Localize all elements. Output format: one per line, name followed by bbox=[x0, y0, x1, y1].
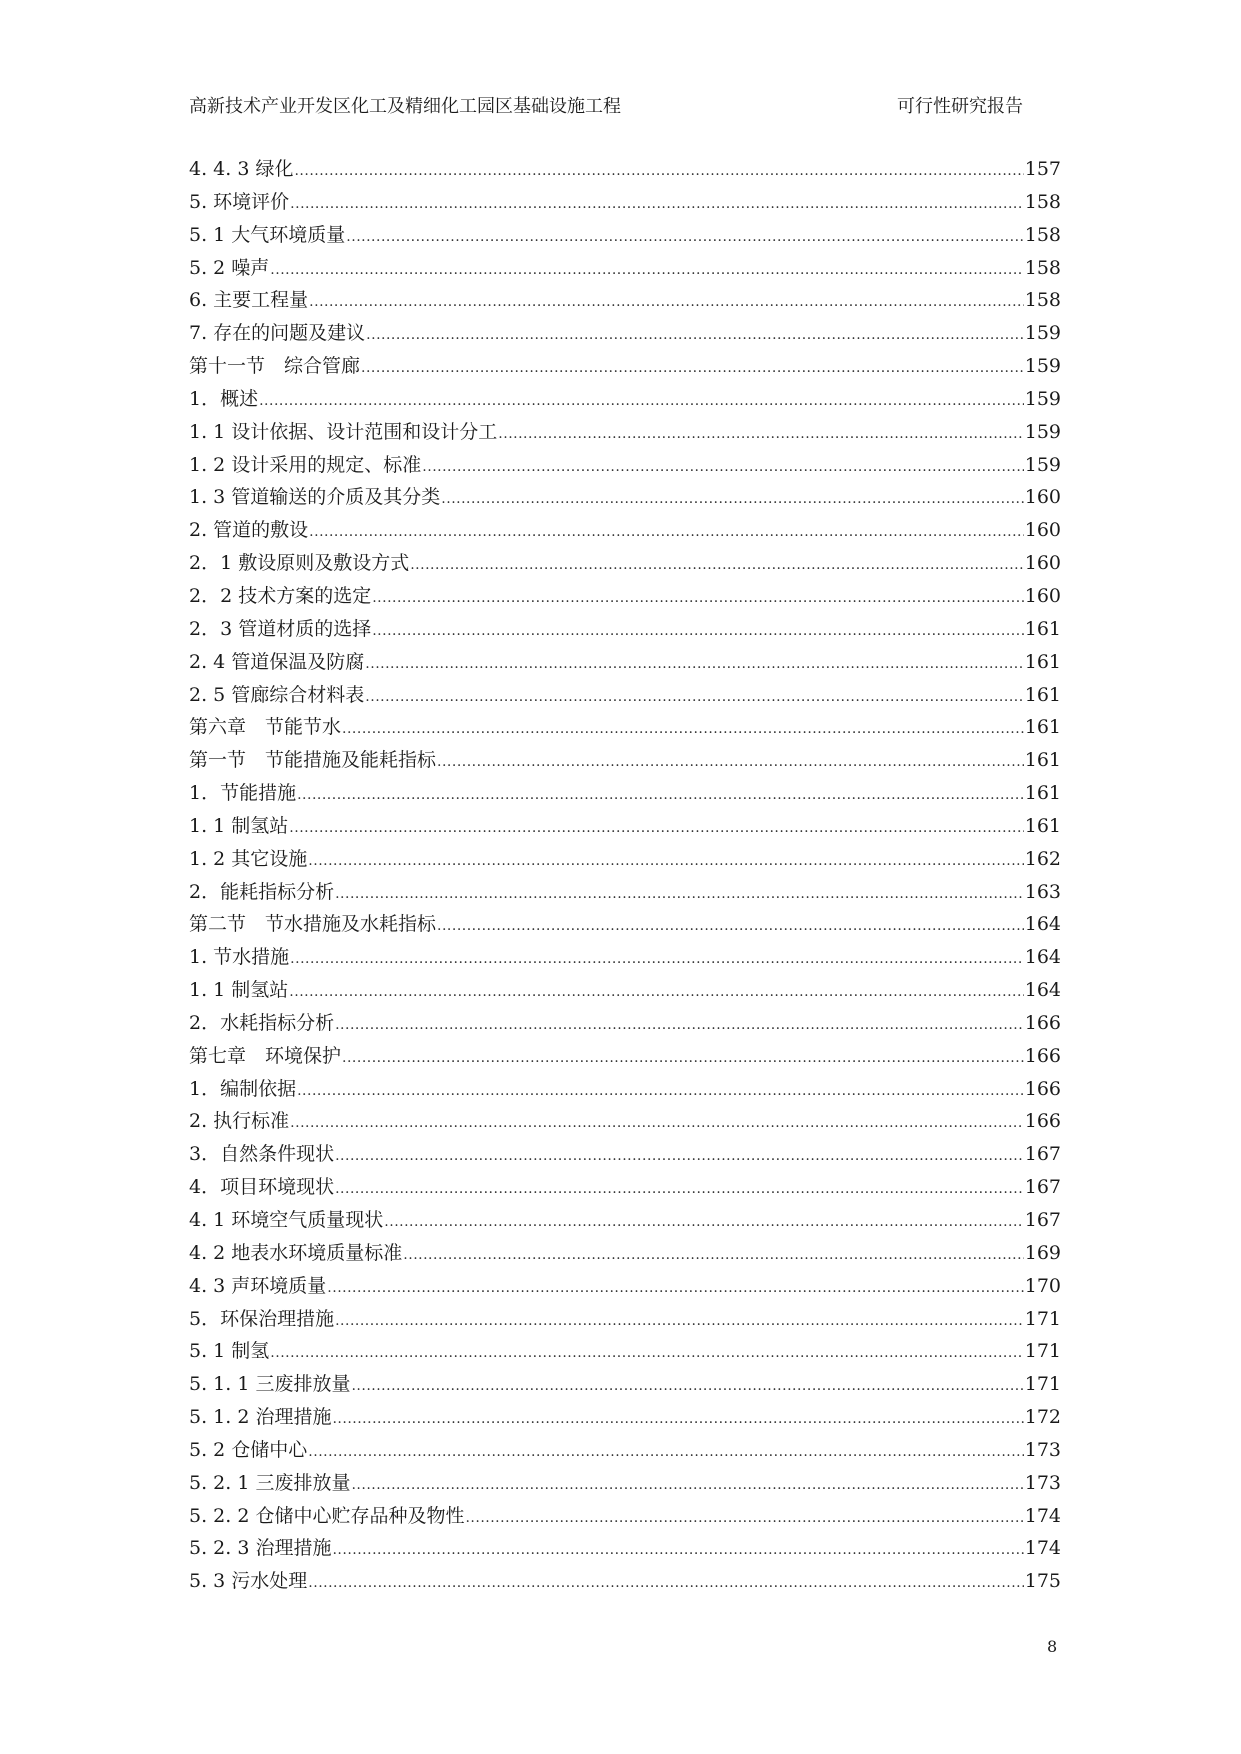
toc-entry[interactable] bbox=[189, 252, 1061, 285]
toc-entry-page: 166 bbox=[1024, 1044, 1061, 1067]
toc-entry[interactable] bbox=[189, 1171, 1061, 1204]
toc-entry-title: 5. 1 大气环境质量 bbox=[189, 223, 346, 246]
toc-entry-page: 166 bbox=[1024, 1011, 1061, 1034]
toc-entry-page: 175 bbox=[1024, 1570, 1061, 1593]
toc-entry-page: 157 bbox=[1024, 158, 1061, 180]
toc-entry[interactable] bbox=[189, 1368, 1061, 1401]
dot-leader bbox=[361, 352, 1024, 385]
toc-entry-page: 169 bbox=[1024, 1241, 1061, 1264]
toc-entry-page: 161 bbox=[1024, 749, 1061, 772]
toc-entry[interactable] bbox=[189, 449, 1061, 482]
toc-entry-page: 162 bbox=[1024, 847, 1061, 870]
dot-leader bbox=[335, 1009, 1024, 1042]
toc-entry-page: 160 bbox=[1024, 486, 1061, 509]
toc-entry[interactable] bbox=[189, 613, 1061, 646]
document-title: 高新技术产业开发区化工及精细化工园区基础设施工程 bbox=[189, 96, 621, 117]
dot-leader bbox=[308, 845, 1023, 878]
dot-leader bbox=[372, 615, 1024, 648]
toc-entry-title: 1. 3 管道输送的介质及其分类 bbox=[189, 486, 441, 509]
toc-entry-page: 173 bbox=[1024, 1471, 1061, 1494]
toc-entry-page: 167 bbox=[1024, 1176, 1061, 1199]
toc-entry-page: 159 bbox=[1024, 453, 1061, 476]
toc-entry[interactable] bbox=[189, 744, 1061, 777]
toc-entry-title: 2. 执行标准 bbox=[189, 1110, 290, 1133]
toc-entry[interactable] bbox=[189, 1237, 1061, 1270]
toc-entry[interactable] bbox=[189, 1073, 1061, 1106]
toc-entry[interactable] bbox=[189, 1040, 1061, 1073]
toc-entry[interactable] bbox=[189, 383, 1061, 416]
dot-leader bbox=[465, 1502, 1023, 1535]
toc-entry-title: 第六章 节能节水 bbox=[189, 716, 342, 739]
toc-entry-title: 2. 4 管道保温及防腐 bbox=[189, 650, 365, 673]
toc-entry[interactable] bbox=[189, 679, 1061, 712]
dot-leader bbox=[335, 1140, 1024, 1173]
toc-entry[interactable] bbox=[189, 646, 1061, 679]
toc-entry[interactable] bbox=[189, 1204, 1061, 1237]
toc-entry-title: 1. 1 制氢站 bbox=[189, 814, 289, 837]
dot-leader bbox=[441, 483, 1023, 516]
dot-leader bbox=[297, 1075, 1024, 1108]
dot-leader bbox=[366, 319, 1024, 352]
toc-entry-title: 第二节 节水措施及水耗指标 bbox=[189, 913, 437, 936]
toc-entry-title: 第十一节 综合管廊 bbox=[189, 355, 361, 378]
toc-entry-title: 1. 节水措施 bbox=[189, 946, 290, 969]
toc-entry[interactable] bbox=[189, 481, 1061, 514]
toc-entry-page: 161 bbox=[1024, 814, 1061, 837]
dot-leader bbox=[351, 1469, 1023, 1502]
dot-leader bbox=[308, 1567, 1023, 1600]
toc-entry[interactable] bbox=[189, 580, 1061, 613]
toc-entry-title: 4. 1 环境空气质量现状 bbox=[189, 1209, 384, 1231]
toc-entry-title: 5. 2 仓储中心 bbox=[189, 1438, 308, 1461]
dot-leader bbox=[410, 549, 1024, 582]
toc-entry-page: 164 bbox=[1024, 913, 1061, 936]
toc-entry[interactable] bbox=[189, 1138, 1061, 1171]
toc-entry-title: 第一节 节能措施及能耗指标 bbox=[189, 749, 437, 772]
dot-leader bbox=[342, 713, 1024, 746]
toc-entry-title: 1．节能措施 bbox=[189, 782, 297, 805]
toc-entry-title: 1．概述 bbox=[189, 387, 259, 410]
toc-entry-title: 4. 2 地表水环境质量标准 bbox=[189, 1241, 403, 1264]
toc-entry-title: 5. 2. 3 治理措施 bbox=[189, 1537, 332, 1560]
toc-entry-title: 2．水耗指标分析 bbox=[189, 1011, 335, 1034]
dot-leader bbox=[270, 1337, 1023, 1370]
dot-leader bbox=[309, 286, 1024, 319]
toc-entry[interactable] bbox=[189, 941, 1061, 974]
toc-entry-page: 160 bbox=[1024, 519, 1061, 542]
toc-entry[interactable] bbox=[189, 186, 1061, 219]
toc-entry-page: 159 bbox=[1024, 387, 1061, 410]
toc-entry-page: 166 bbox=[1024, 1077, 1061, 1100]
toc-entry-page: 158 bbox=[1024, 223, 1061, 246]
dot-leader bbox=[297, 779, 1024, 812]
toc-entry[interactable] bbox=[189, 317, 1061, 350]
toc-entry-title: 1．编制依据 bbox=[189, 1077, 297, 1100]
toc-entry-title: 5. 1. 1 三废排放量 bbox=[189, 1373, 351, 1396]
dot-leader bbox=[290, 188, 1024, 221]
toc-entry[interactable] bbox=[189, 416, 1061, 449]
page-number: 8 bbox=[1047, 1637, 1058, 1656]
dot-leader bbox=[365, 681, 1023, 714]
toc-entry-page: 161 bbox=[1024, 650, 1061, 673]
toc-entry[interactable] bbox=[189, 350, 1061, 383]
toc-entry-title: 2．1 敷设原则及敷设方式 bbox=[189, 552, 410, 575]
toc-entry-title: 2．能耗指标分析 bbox=[189, 880, 335, 903]
toc-entry-page: 167 bbox=[1024, 1143, 1061, 1166]
toc-entry-page: 171 bbox=[1024, 1307, 1061, 1330]
toc-entry-page: 161 bbox=[1024, 683, 1061, 706]
toc-entry-title: 1. 2 设计采用的规定、标准 bbox=[189, 453, 422, 476]
toc-entry-title: 4. 3 声环境质量 bbox=[189, 1274, 327, 1297]
toc-entry-page: 171 bbox=[1024, 1373, 1061, 1396]
toc-entry[interactable] bbox=[189, 974, 1061, 1007]
toc-entry-title: 4. 4. 3 绿化 bbox=[189, 158, 294, 180]
dot-leader bbox=[403, 1239, 1023, 1272]
toc-entry-title: 3．自然条件现状 bbox=[189, 1143, 335, 1166]
toc-entry-page: 163 bbox=[1024, 880, 1061, 903]
toc-entry[interactable] bbox=[189, 908, 1061, 941]
toc-entry[interactable] bbox=[189, 1500, 1061, 1533]
toc-entry[interactable] bbox=[189, 1335, 1061, 1368]
toc-entry[interactable] bbox=[189, 876, 1061, 909]
toc-entry-title: 1. 1 制氢站 bbox=[189, 979, 289, 1002]
toc-entry-title: 2. 5 管廊综合材料表 bbox=[189, 683, 365, 706]
page-header bbox=[189, 92, 1023, 122]
toc-entry[interactable] bbox=[189, 1270, 1061, 1303]
toc-entry-page: 161 bbox=[1024, 617, 1061, 640]
toc-entry-title: 7. 存在的问题及建议 bbox=[189, 322, 366, 345]
toc-entry-page: 158 bbox=[1024, 289, 1061, 312]
toc-entry-page: 164 bbox=[1024, 979, 1061, 1002]
dot-leader bbox=[351, 1370, 1023, 1403]
toc-entry[interactable] bbox=[189, 1532, 1061, 1565]
toc-entry[interactable] bbox=[189, 1401, 1061, 1434]
dot-leader bbox=[289, 812, 1023, 845]
dot-leader bbox=[290, 943, 1024, 976]
toc-entry[interactable] bbox=[189, 219, 1061, 252]
toc-entry-page: 161 bbox=[1024, 782, 1061, 805]
toc-entry-title: 5．环保治理措施 bbox=[189, 1307, 335, 1330]
dot-leader bbox=[270, 254, 1023, 287]
toc-entry-title: 第七章 环境保护 bbox=[189, 1044, 342, 1067]
dot-leader bbox=[327, 1272, 1023, 1305]
toc-entry-title: 5. 2 噪声 bbox=[189, 256, 270, 279]
toc-entry-title: 5. 2. 2 仓储中心贮存品种及物性 bbox=[189, 1504, 465, 1527]
toc-entry[interactable] bbox=[189, 1303, 1061, 1336]
dot-leader bbox=[437, 910, 1024, 943]
toc-entry-title: 5. 1. 2 治理措施 bbox=[189, 1406, 332, 1429]
toc-entry-page: 174 bbox=[1024, 1537, 1061, 1560]
dot-leader bbox=[294, 155, 1023, 188]
dot-leader bbox=[332, 1403, 1023, 1436]
toc-entry[interactable] bbox=[189, 810, 1061, 843]
toc-entry-page: 170 bbox=[1024, 1274, 1061, 1297]
toc-entry-page: 158 bbox=[1024, 190, 1061, 213]
dot-leader bbox=[259, 385, 1024, 418]
toc-entry[interactable] bbox=[189, 284, 1061, 317]
table-of-contents bbox=[189, 153, 1061, 1598]
dot-leader bbox=[289, 976, 1023, 1009]
toc-entry[interactable] bbox=[189, 1105, 1061, 1138]
dot-leader bbox=[332, 1534, 1023, 1567]
toc-entry[interactable] bbox=[189, 1467, 1061, 1500]
toc-entry-page: 160 bbox=[1024, 552, 1061, 575]
toc-entry[interactable] bbox=[189, 1434, 1061, 1467]
toc-entry[interactable] bbox=[189, 153, 1061, 186]
dot-leader bbox=[437, 746, 1024, 779]
toc-entry-title: 5. 3 污水处理 bbox=[189, 1570, 308, 1593]
toc-entry-title: 1. 2 其它设施 bbox=[189, 847, 308, 870]
toc-entry-page: 160 bbox=[1024, 584, 1061, 607]
toc-entry-page: 158 bbox=[1024, 256, 1061, 279]
dot-leader bbox=[342, 1042, 1024, 1075]
dot-leader bbox=[335, 1173, 1024, 1206]
toc-entry-title: 5. 环境评价 bbox=[189, 190, 290, 213]
toc-entry-page: 166 bbox=[1024, 1110, 1061, 1133]
toc-entry-title: 2．2 技术方案的选定 bbox=[189, 584, 372, 607]
toc-entry-title: 4．项目环境现状 bbox=[189, 1176, 335, 1199]
dot-leader bbox=[372, 582, 1024, 615]
toc-entry[interactable] bbox=[189, 843, 1061, 876]
dot-leader bbox=[365, 648, 1023, 681]
toc-entry[interactable] bbox=[189, 1565, 1061, 1598]
dot-leader bbox=[422, 451, 1023, 484]
dot-leader bbox=[290, 1107, 1024, 1140]
toc-entry-page: 161 bbox=[1024, 716, 1061, 739]
dot-leader bbox=[384, 1206, 1023, 1239]
toc-entry[interactable] bbox=[189, 1007, 1061, 1040]
toc-entry-page: 167 bbox=[1024, 1209, 1061, 1231]
dot-leader bbox=[308, 1436, 1023, 1469]
toc-entry-page: 171 bbox=[1024, 1340, 1061, 1363]
dot-leader bbox=[335, 1305, 1024, 1338]
dot-leader bbox=[498, 418, 1023, 451]
toc-entry-page: 173 bbox=[1024, 1438, 1061, 1461]
toc-entry-page: 159 bbox=[1024, 322, 1061, 345]
toc-entry[interactable] bbox=[189, 777, 1061, 810]
toc-entry-title: 5. 1 制氢 bbox=[189, 1340, 270, 1363]
toc-entry[interactable] bbox=[189, 514, 1061, 547]
toc-entry-title: 2．3 管道材质的选择 bbox=[189, 617, 372, 640]
dot-leader bbox=[309, 516, 1024, 549]
toc-entry-page: 159 bbox=[1024, 355, 1061, 378]
toc-entry-title: 5. 2. 1 三废排放量 bbox=[189, 1471, 351, 1494]
toc-entry-title: 6. 主要工程量 bbox=[189, 289, 309, 312]
toc-entry-page: 164 bbox=[1024, 946, 1061, 969]
toc-entry[interactable] bbox=[189, 711, 1061, 744]
dot-leader bbox=[335, 878, 1024, 911]
toc-entry[interactable] bbox=[189, 547, 1061, 580]
dot-leader bbox=[346, 221, 1023, 254]
toc-entry-page: 159 bbox=[1024, 420, 1061, 443]
toc-entry-title: 1. 1 设计依据、设计范围和设计分工 bbox=[189, 420, 498, 443]
toc-entry-title: 2. 管道的敷设 bbox=[189, 519, 309, 542]
toc-entry-page: 174 bbox=[1024, 1504, 1061, 1527]
document-type: 可行性研究报告 bbox=[897, 96, 1023, 117]
toc-entry-page: 172 bbox=[1024, 1406, 1061, 1429]
